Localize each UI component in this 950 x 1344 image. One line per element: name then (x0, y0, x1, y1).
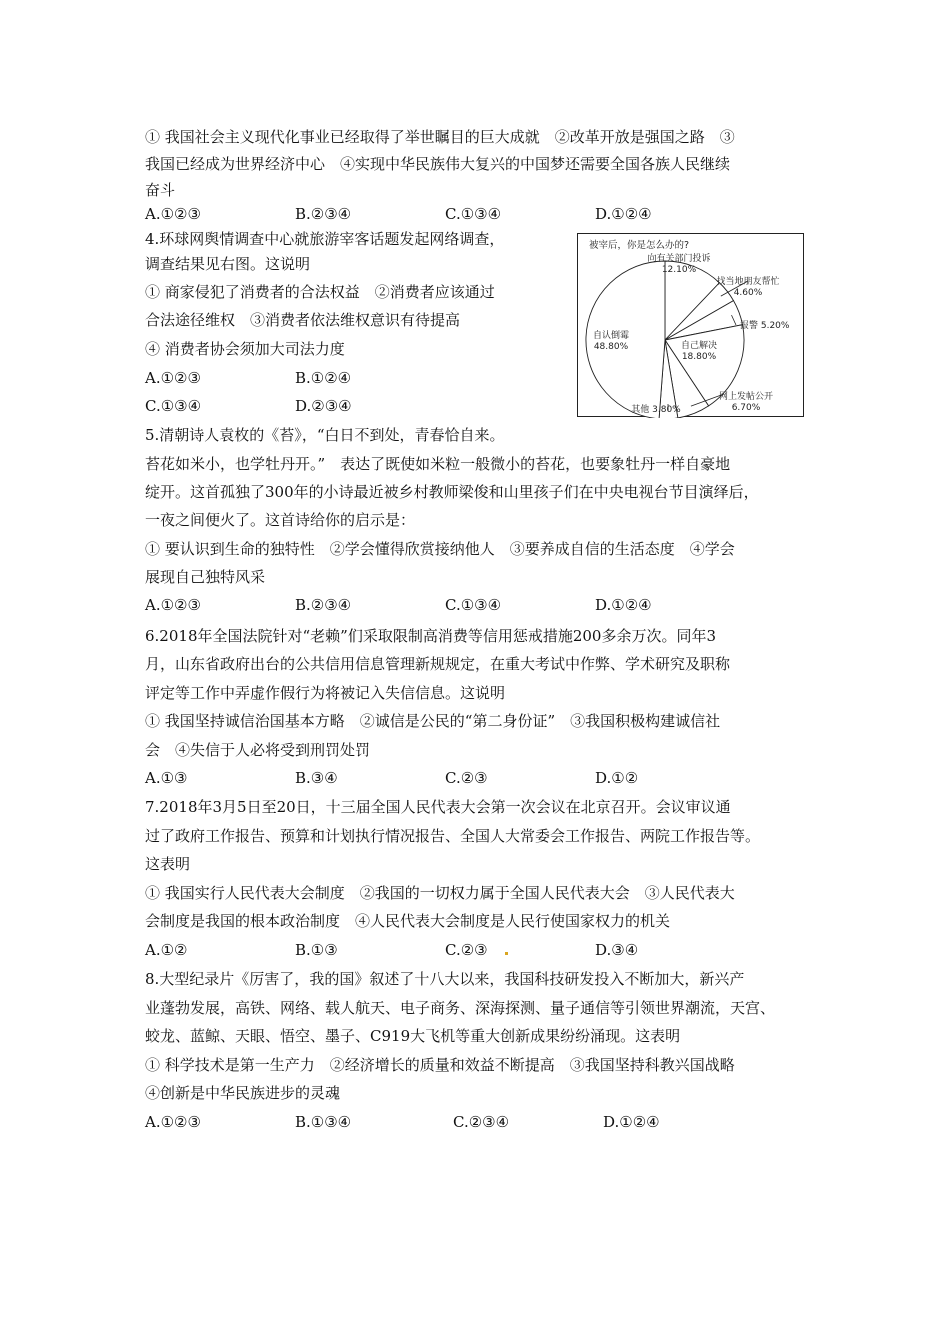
survey-pie-chart (577, 233, 804, 417)
q4-statement-line-2: 合法途径维权 ③消费者依法维权意识有待提高 (145, 311, 461, 329)
pie-chart-svg (578, 234, 805, 418)
q5-option-b[interactable]: B.②③④ (295, 596, 352, 614)
q5-option-a[interactable]: A.①②③ (145, 596, 201, 614)
q7-statement-line-1: ① 我国实行人民代表大会制度 ②我国的一切权力属于全国人民代表大会 ③人民代表大 (145, 884, 735, 902)
q4-option-a[interactable]: A.①②③ (145, 369, 201, 387)
q4-statement-line-3: ④ 消费者协会须加大司法力度 (145, 340, 345, 358)
q3-statement-line-3: 奋斗 (145, 181, 176, 199)
q7-option-c[interactable]: C.②③ (445, 941, 488, 959)
pie-value-label-3: 18.80% (681, 352, 717, 362)
q6-option-a[interactable]: A.①③ (145, 769, 188, 787)
stray-mark (505, 952, 508, 955)
q8-option-a[interactable]: A.①②③ (145, 1113, 201, 1131)
pie-label-3: 自己解决 (680, 341, 718, 351)
q5-option-d[interactable]: D.①②④ (595, 596, 652, 614)
q7-option-a[interactable]: A.①② (145, 941, 188, 959)
q8-statement-line-1: ① 科学技术是第一生产力 ②经济增长的质量和效益不断提高 ③我国坚持科教兴国战略 (145, 1056, 735, 1074)
q6-stem-line-2: 月，山东省政府出台的公共信用信息管理新规规定，在重大考试中作弊、学术研究及职称 (145, 655, 731, 673)
q4-option-d[interactable]: D.②③④ (295, 397, 352, 415)
pie-value-label-0: 12.10% (661, 265, 697, 275)
q3-option-a[interactable]: A.①②③ (145, 205, 201, 223)
q5-stem-line-2: 苔花如米小，也学牡丹开。” 表达了既使如米粒一般微小的苔花，也要象牡丹一样自豪地 (145, 455, 731, 473)
q4-statement-line-1: ① 商家侵犯了消费者的合法权益 ②消费者应该通过 (145, 283, 495, 301)
q7-stem-line-3: 这表明 (145, 855, 191, 873)
q3-statement-line-1: ① 我国社会主义现代化事业已经取得了举世瞩目的巨大成就 ②改革开放是强国之路 ③ (145, 128, 735, 146)
q4-option-b[interactable]: B.①②④ (295, 369, 352, 387)
q8-statement-line-2: ④创新是中华民族进步的灵魂 (145, 1084, 341, 1102)
q5-stem-line-3: 绽开。这首孤独了300年的小诗最近被乡村教师梁俊和山里孩子们在中央电视台节目演绎后， (145, 483, 759, 501)
q8-option-c[interactable]: C.②③④ (453, 1113, 510, 1131)
pie-value-label-4: 6.70% (731, 403, 761, 413)
q8-stem-line-3: 蛟龙、蓝鲸、天眼、悟空、墨子、C919大飞机等重大创新成果纷纷涌现。这表明 (145, 1027, 681, 1045)
q6-option-c[interactable]: C.②③ (445, 769, 488, 787)
q5-statement-line-1: ① 要认识到生命的独特性 ②学会懂得欣赏接纳他人 ③要养成自信的生活态度 ④学会 (145, 540, 735, 558)
q7-option-d[interactable]: D.③④ (595, 941, 639, 959)
pie-label-2: 报警 5.20% (740, 321, 790, 331)
q6-option-b[interactable]: B.③④ (295, 769, 338, 787)
pie-value-label-6: 48.80% (593, 342, 629, 352)
q5-stem-line-1: 5.清朝诗人袁枚的《苔》，“白日不到处，青春恰自来。 (145, 426, 505, 444)
q7-stem-line-1: 7.2018年3月5日至20日，十三届全国人民代表大会第一次会议在北京召开。会议审议通 (145, 798, 731, 816)
q7-statement-line-2: 会制度是我国的根本政治制度 ④人民代表大会制度是人民行使国家权力的机关 (145, 912, 671, 930)
q7-option-b[interactable]: B.①③ (295, 941, 338, 959)
pie-label-1: 找当地朋友帮忙 (716, 277, 780, 287)
q5-stem-line-4: 一夜之间便火了。这首诗给你的启示是： (145, 511, 416, 529)
chart-title: 被宰后，你是怎么办的? (589, 240, 690, 251)
q8-option-b[interactable]: B.①③④ (295, 1113, 352, 1131)
q3-option-c[interactable]: C.①③④ (445, 205, 502, 223)
q6-option-d[interactable]: D.①② (595, 769, 639, 787)
q8-stem-line-2: 业蓬勃发展，高铁、网络、载人航天、电子商务、深海探测、量子通信等引领世界潮流，天宫、 (145, 999, 776, 1017)
q4-stem-line-2: 调查结果见右图。这说明 (145, 255, 311, 273)
pie-label-6: 自认倒霉 (592, 331, 630, 341)
pie-label-4: 网上发帖公开 (718, 392, 774, 402)
q5-statement-line-2: 展现自己独特风采 (145, 568, 266, 586)
pie-label-0: 向有关部门投诉 (647, 254, 711, 264)
pie-label-5: 其他 3.80% (631, 405, 681, 415)
q6-stem-line-1: 6.2018年全国法院针对“老赖”们采取限制高消费等信用惩戒措施200多余万次。同年3 (145, 627, 716, 645)
q6-statement-line-2: 会 ④失信于人必将受到刑罚处罚 (145, 741, 371, 759)
q4-stem-line-1: 4.环球网舆情调查中心就旅游宰客话题发起网络调查， (145, 230, 505, 248)
q8-option-d[interactable]: D.①②④ (603, 1113, 660, 1131)
q7-stem-line-2: 过了政府工作报告、预算和计划执行情况报告、全国人大常委会工作报告、两院工作报告等。 (145, 827, 761, 845)
q3-option-d[interactable]: D.①②④ (595, 205, 652, 223)
q3-statement-line-2: 我国已经成为世界经济中心 ④实现中华民族伟大复兴的中国梦还需要全国各族人民继续 (145, 155, 731, 173)
q8-stem-line-1: 8.大型纪录片《厉害了，我的国》叙述了十八大以来，我国科技研发投入不断加大，新兴产 (145, 970, 745, 988)
q4-option-c[interactable]: C.①③④ (145, 397, 202, 415)
q5-option-c[interactable]: C.①③④ (445, 596, 502, 614)
pie-value-label-1: 4.60% (733, 288, 763, 298)
q6-stem-line-3: 评定等工作中弄虚作假行为将被记入失信信息。这说明 (145, 684, 506, 702)
q3-option-b[interactable]: B.②③④ (295, 205, 352, 223)
q6-statement-line-1: ① 我国坚持诚信治国基本方略 ②诚信是公民的“第二身份证” ③我国积极构建诚信社 (145, 712, 721, 730)
